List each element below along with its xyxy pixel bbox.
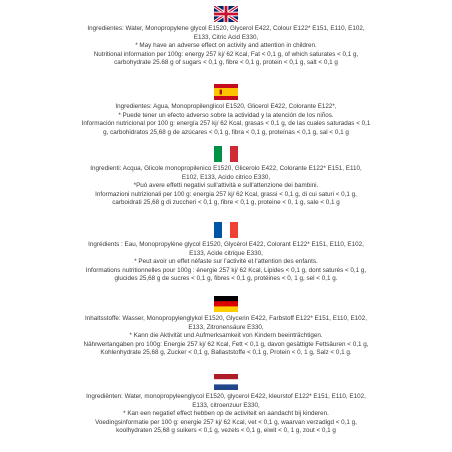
ingredients-line: E133, citroenzuur E330, <box>192 401 260 409</box>
ingredients-line: Ingrédients : Eau, Monopropylène glycol E1520, Glycérol E422, Colorant E122* E151, E110, E102, <box>88 241 364 248</box>
nutrition-line: g, carbohidratos 25,68 g de azúcares < 0,1 g, fibra < 0,1 g, proteínas < 0,1 g, sal < 0,1 g <box>103 128 349 136</box>
uk-flag-icon <box>214 6 238 22</box>
section-german <box>0 296 452 358</box>
warning-line: * May have an adverse effect on activity and attention in children. <box>135 42 317 50</box>
nutrition-line: Voedingsinformatie per 100 g: energie 257 kj/ 62 Kcal, vet < 0,1 g, waarvan verzadigd < 0,1 g, <box>95 418 357 426</box>
ingredients-line: Ingrediënten: Water, monopropyleenglycol E1520, glycerol E422, kleurstof E122* E151, E110, E102, <box>86 393 366 400</box>
italy-flag-icon <box>214 146 238 162</box>
germany-flag-icon <box>214 296 238 312</box>
nutrition-line: Kohlenhydrate 25,68 g, Zucker < 0,1 g, Ballaststoffe < 0,1 g, Protein < 0, 1 g, Salz < 0,1 g. <box>100 349 352 357</box>
section-spanish <box>0 84 452 137</box>
ingredients-line: E102, E133, Acido citrico E330, <box>181 173 271 181</box>
section-french <box>0 222 452 284</box>
france-flag-icon <box>214 222 238 238</box>
nutrition-line: Nutritional information per 100g: energy 257 kj/ 62 Kcal, Fat < 0,1 g, of which saturates < 0,1 g, <box>93 50 359 58</box>
nutrition-line: carboidrati 25,68 g di zuccheri < 0,1 g, fibre < 0,1 g, proteine < 0, 1 g, sale < 0,1 g <box>112 199 340 207</box>
nutrition-line: koolhydraten 25,68 g suikers < 0,1 g, vezels < 0,1 g, eiwit < 0, 1 g, zout < 0,1 g <box>116 427 336 435</box>
netherlands-flag-icon <box>214 374 238 390</box>
section-dutch <box>0 374 452 436</box>
warning-line: * Peut avoir un effet néfaste sur l'activité et l'attention des enfants. <box>134 258 318 266</box>
ingredients-line: Inhaltsstoffe: Wasser, Monopropylenglykol E1520, Glycerin E422, Farbstoff E122* E151, E110, E102, <box>85 315 367 322</box>
ingredients-line: Ingredientes: Agua, Monopropilenglicol E1520, Glicerol E422, Colorante E122*, <box>115 103 337 110</box>
warning-line: *Può avere effetti negativi sull'attività e sull'attenzione dei bambini. <box>133 182 319 190</box>
ingredients-line: E133, Acide citrique E330, <box>189 249 263 257</box>
nutrition-line: Nährwertangaben pro 100g: Energie 257 kj/ 62 Kcal, Fett < 0,1 g, davon gesättigte Fettsäuren < 0,1 g, <box>83 340 369 348</box>
warning-line: * Kan een negatief effect hebben op de activiteit en aandacht bij kinderen. <box>123 410 329 418</box>
ingredients-line: E133, Citric Acid E330, <box>193 33 259 41</box>
ingredients-line: Ingredienti: Acqua, Glicole monopropilenico E1520, Glicerolo E422, Colorante E122* E151, E110, <box>90 165 362 172</box>
ingredients-line: E133, Zitronensäure E330, <box>188 323 264 331</box>
ingredients-line: Ingredientes: Water, Monopropylene glycol E1520, Glycerol E422, Colour E122* E151, E110, E102, <box>87 25 365 32</box>
spain-flag-icon <box>214 84 238 100</box>
section-italian <box>0 146 452 208</box>
nutrition-line: Informazioni nutrizionali per 100 g: energia 257 kj/ 62 Kcal, grassi < 0,1 g, di cui saturi < 0,1 g, <box>95 190 357 198</box>
nutrition-line: glucides 25,68 g de sucres < 0,1 g, fibres < 0,1 g, protéines < 0, 1 g, sel < 0,1 g. <box>114 275 338 283</box>
nutrition-line: carbohydrate 25.68 g of sugars < 0,1 g, fibre < 0,1 g, protein < 0,1 g, salt < 0,1 g <box>114 59 338 67</box>
nutrition-line: Información nutricional por 100 g: energía 257 kj/ 62 Kcal, grasas < 0,1 g, de las cuales saturadas < 0,1 <box>81 120 371 128</box>
warning-line: * Puede tener un efecto adverso sobre la actividad y la atención de los niños. <box>118 111 334 119</box>
section-english <box>0 6 452 68</box>
warning-line: * Kann die Aktivität und Aufmerksamkeit von Kindern beeinträchtigen. <box>129 332 323 340</box>
nutrition-line: Informations nutritionnelles pour 100g : énergie 257 kj/ 62 Kcal, Lipides < 0,1 g, dont saturés < 0,1 g, <box>85 266 367 274</box>
